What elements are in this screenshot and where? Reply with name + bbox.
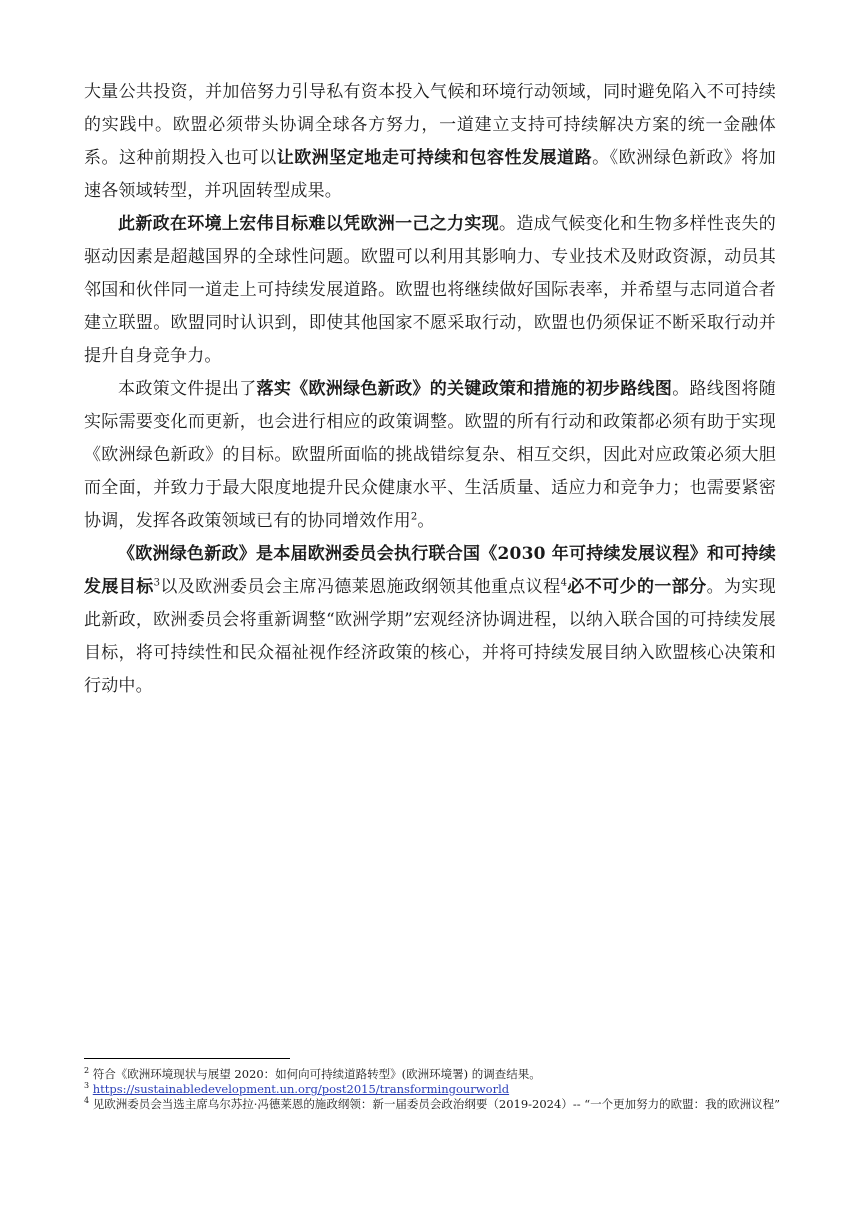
bold-phrase: 落实《欧洲绿色新政》的关键政策和措施的初步路线图 [256, 379, 673, 399]
paragraph-text: 以及欧洲委员会主席冯德莱恩施政纲领其他重点议程 [160, 577, 561, 597]
paragraph-text: 。路线图将随实际需要变化而更新，也会进行相应的政策调整。欧盟的所有行动和政策都必须有助于实现《欧洲绿色新政》的目标。欧盟所面临的挑战错综复杂、相互交织，因此对应政策必须大胆而全面，并致力于最大限度地提升民众健康水平、生活质量、适应力和竞争力；也需要紧密协调，发挥各政策领域已有的协同增效作用 [84, 379, 776, 531]
footnote-text: 见欧洲委员会当选主席乌尔苏拉·冯德莱恩的施政纲领：新一届委员会政治纲要（2019-2024）-- “一个更加努力的欧盟：我的欧洲议程” [92, 1097, 781, 1111]
paragraph-investment [84, 76, 776, 208]
footnote-divider [84, 1058, 290, 1059]
footnote-4 [84, 1097, 784, 1112]
paragraph-text: 大量公共投资，并加倍努力引导私有资本投入气候和环境行动领域，同时避免陷入不可持续的实践中。欧盟必须带头协调全球各方努力，一道建立支持可持续解决方案的统一金融体系。这种前期投入也可以 [84, 82, 776, 168]
paragraph-text: 。 [417, 511, 435, 531]
paragraph-text: 本政策文件提出了 [118, 379, 257, 399]
footnote-number: 4 [84, 1096, 90, 1106]
footnote-ref[interactable]: 3 [153, 577, 161, 589]
bold-phrase: 《欧洲绿色新政》是本届欧洲委员会执行联合国《2030 年可持续发展议程》和可持续发展目标 [84, 544, 776, 597]
footnote-number: 3 [84, 1081, 90, 1091]
paragraph-text: 。为实现此新政，欧洲委员会将重新调整“欧洲学期”宏观经济协调进程，以纳入联合国的可持续发展目标，将可持续性和民众福祉视作经济政策的核心，并将可持续发展目纳入欧盟核心决策和行动中。 [84, 577, 776, 696]
paragraph-un-agenda [84, 538, 776, 703]
bold-phrase: 必不可少的一部分 [567, 577, 707, 597]
footnote-3 [84, 1082, 784, 1097]
footnotes-section [84, 1058, 784, 1112]
footnote-text: 符合《欧洲环境现状与展望 2020：如何向可持续道路转型》(欧洲环境署) 的调查结果。 [92, 1067, 541, 1081]
footnote-link[interactable]: https://sustainabledevelopment.un.org/post2015/transformingourworld [92, 1082, 510, 1096]
paragraph-global-goals [84, 208, 776, 373]
bold-phrase: 此新政在环境上宏伟目标难以凭欧洲一己之力实现 [118, 214, 500, 234]
footnote-ref[interactable]: 4 [560, 577, 568, 589]
paragraph-text: 。造成气候变化和生物多样性丧失的驱动因素是超越国界的全球性问题。欧盟可以利用其影响力、专业技术及财政资源，动员其邻国和伙伴同一道走上可持续发展道路。欧盟也将继续做好国际表率，并希望与志同道合者建立联盟。欧盟同时认识到，即使其他国家不愿采取行动，欧盟也仍须保证不断采取行动并提升自身竞争力。 [84, 214, 776, 366]
paragraph-roadmap [84, 373, 776, 538]
paragraph-text: 。《欧洲绿色新政》将加速各领域转型，并巩固转型成果。 [84, 148, 777, 201]
footnote-number: 2 [84, 1066, 90, 1076]
bold-phrase: 让欧洲坚定地走可持续和包容性发展道路 [276, 148, 593, 168]
footnote-ref[interactable]: 2 [410, 511, 418, 523]
document-body [84, 76, 776, 703]
footnote-2 [84, 1067, 784, 1082]
